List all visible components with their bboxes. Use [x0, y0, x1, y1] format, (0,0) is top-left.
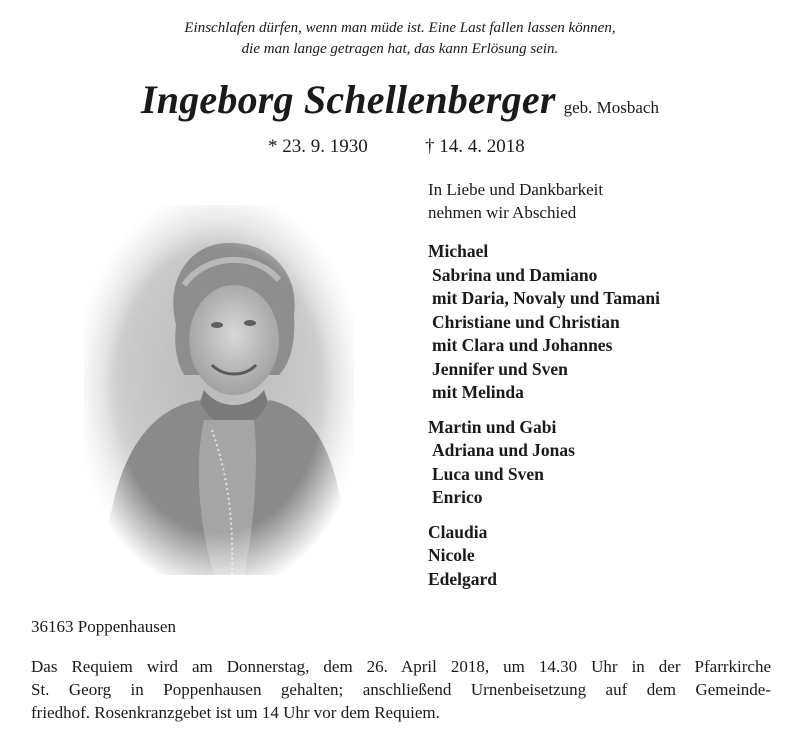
family-name: Michael	[428, 241, 489, 261]
notice-line-1: Das Requiem wird am Donnerstag, dem 26. April 2018, um 14.30 Uhr in der Pfarrkirche	[31, 657, 771, 676]
family-name: mit Melinda	[432, 382, 524, 402]
family-name: Enrico	[432, 487, 483, 507]
family-name: mit Clara und Johannes	[432, 335, 613, 355]
farewell-text	[428, 178, 603, 224]
family-name: Jennifer und Sven	[432, 358, 568, 379]
family-name: Nicole	[428, 545, 475, 565]
family-name: Edelgard	[428, 568, 498, 589]
family-name: Adriana und Jonas	[432, 440, 575, 460]
family-name: Luca und Sven	[432, 463, 544, 484]
family-name: Martin und Gabi	[428, 416, 557, 437]
notice-line-2: St. Georg in Poppenhausen gehalten; anschließend Urnenbeisetzung auf dem Gemeinde-	[31, 680, 771, 699]
farewell-line-1: In Liebe und Dankbarkeit	[428, 180, 604, 199]
funeral-notice	[31, 655, 771, 724]
family-name: mit Daria, Novaly und Tamani	[432, 288, 661, 308]
death-date: † 14. 4. 2018	[425, 136, 525, 157]
family-name: Claudia	[428, 521, 488, 542]
group-spacer	[428, 510, 660, 521]
portrait-photo	[84, 205, 354, 575]
birth-name: geb. Mosbach	[563, 98, 659, 117]
farewell-line-2: nehmen wir Abschied	[428, 203, 577, 222]
deceased-name: Ingeborg Schellenberger	[141, 77, 556, 122]
epigraph-quote	[0, 18, 800, 60]
quote-line-1: Einschlafen dürfen, wenn man müde ist. Eine Last fallen lassen können,	[184, 20, 616, 36]
family-name: Christiane und Christian	[432, 311, 620, 332]
birth-date: * 23. 9. 1930	[268, 136, 368, 157]
family-name: Sabrina und Damiano	[432, 264, 598, 285]
group-spacer	[428, 405, 660, 416]
family-signatories	[428, 240, 660, 591]
deceased-heading	[0, 76, 800, 123]
quote-line-2: die man lange getragen hat, das kann Erlösung sein.	[241, 41, 559, 57]
place-of-residence: 36163 Poppenhausen	[31, 617, 176, 636]
notice-line-3: friedhof. Rosenkranzgebet ist um 14 Uhr vor dem Requiem.	[31, 703, 440, 722]
